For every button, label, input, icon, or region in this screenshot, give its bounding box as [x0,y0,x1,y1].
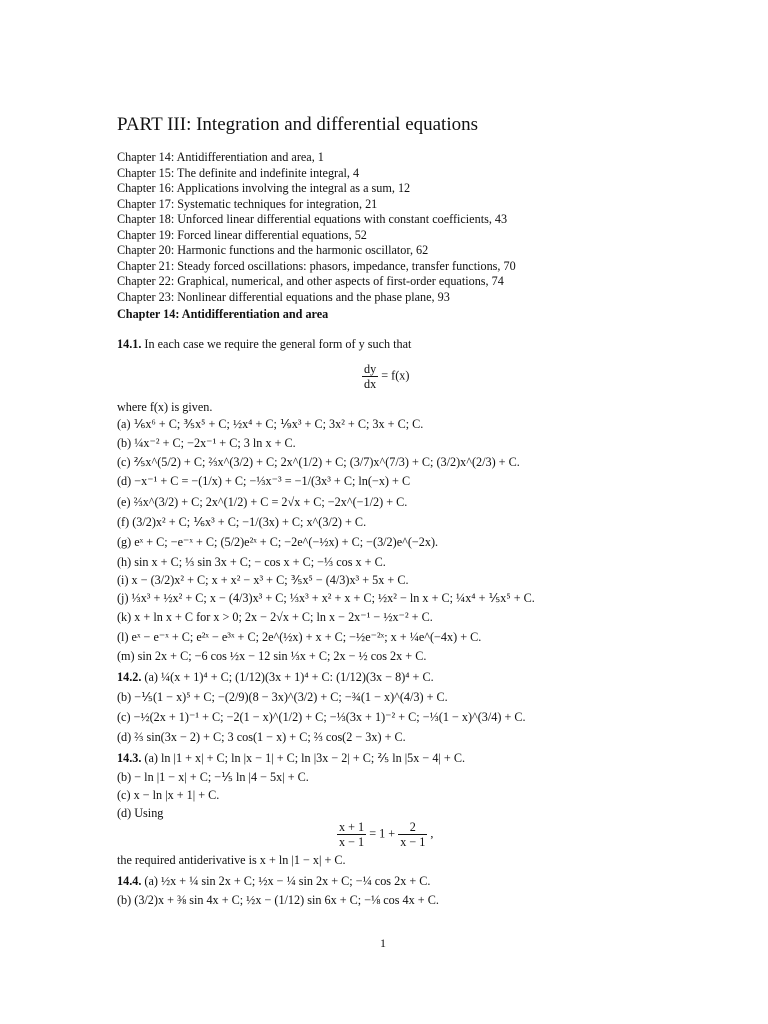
page-number: 1 [380,936,386,950]
answer-line: (a) ⅙x⁶ + C; ⅗x⁵ + C; ½x⁴ + C; ⅑x³ + C; 3x² + C; 3x + C; C. [117,417,424,431]
toc-entry: Chapter 22: Graphical, numerical, and other aspects of first-order equations, 74 [117,274,504,288]
exercise-label: 14.2. [117,670,142,684]
fraction-numerator: dy [364,362,377,376]
answer-line: (b) − ln |1 − x| + C; −⅕ ln |4 − 5x| + C. [117,770,309,784]
answer-line: (i) x − (3/2)x² + C; x + x² − x³ + C; ⅗x⁵ − (4/3)x³ + 5x + C. [117,573,409,587]
exercise-text: In each case we require the general form of y such that [144,337,412,351]
toc-entry: Chapter 14: Antidifferentiation and area, 1 [117,150,324,164]
fraction-denominator: dx [364,377,377,391]
answer-line: (b) ¼x⁻² + C; −2x⁻¹ + C; 3 ln x + C. [117,436,296,450]
exercise-text: where f(x) is given. [117,400,213,414]
toc-entry: Chapter 15: The definite and indefinite integral, 4 [117,165,360,180]
exercise-14-2 [117,670,434,685]
derivative-fraction [362,362,378,391]
answer-line: (l) eˣ − e⁻ˣ + C; e²ˣ − e³ˣ + C; 2e^(½x) + x + C; −½e⁻²ˣ; x + ¼e^(−4x) + C. [117,630,482,644]
equation-end: , [430,826,434,841]
toc-entry: Chapter 16: Applications involving the integral as a sum, 12 [117,181,411,195]
answer-line: (e) ⅔x^(3/2) + C; 2x^(1/2) + C = 2√x + C; −2x^(−1/2) + C. [117,495,408,509]
answer-line: (c) ⅖x^(5/2) + C; ⅔x^(3/2) + C; 2x^(1/2) + C; (3/7)x^(7/3) + C; (3/2)x^(2/3) + C. [117,455,520,469]
fraction-right [398,820,427,849]
toc-entry: Chapter 20: Harmonic functions and the harmonic oscillator, 62 [117,243,429,257]
fraction-numerator: x + 1 [339,820,365,834]
chapter-heading: Chapter 14: Antidifferentiation and area [117,307,329,321]
answer-line: (g) eˣ + C; −e⁻ˣ + C; (5/2)e²ˣ + C; −2e^(−½x) + C; −(3/2)e^(−2x). [117,535,439,549]
answer-line: (j) ⅓x³ + ½x² + C; x − (4/3)x³ + C; ⅓x³ + x² + x + C; ½x² − ln x + C; ¼x⁴ + ⅕x⁵ + C. [117,591,535,605]
answer-line: (d) −x⁻¹ + C = −(1/x) + C; −⅓x⁻³ = −1/(3x³ + C; ln(−x) + C [117,474,411,488]
toc-entry: Chapter 18: Unforced linear differential equations with constant coefficients, 43 [117,212,508,226]
equation-dy-dx [362,362,409,391]
answer-line: (d) ⅔ sin(3x − 2) + C; 3 cos(1 − x) + C; ⅔ cos(2 − 3x) + C. [117,730,406,744]
answer-line: (h) sin x + C; ⅓ sin 3x + C; − cos x + C; −⅓ cos x + C. [117,555,386,569]
answer-line: (a) ½x + ¼ sin 2x + C; ½x − ¼ sin 2x + C; −¼ cos 2x + C. [144,874,431,888]
table-of-contents [117,150,677,305]
answer-line: (d) Using [117,806,164,820]
answer-line: the required antiderivative is x + ln |1 − x| + C. [117,853,346,867]
toc-entry: Chapter 21: Steady forced oscillations: phasors, impedance, transfer functions, 70 [117,258,516,273]
answer-line: (f) (3/2)x² + C; ⅙x³ + C; −1/(3x) + C; x^(3/2) + C. [117,515,367,529]
answer-line: (b) (3/2)x + ⅜ sin 4x + C; ½x − (1/12) sin 6x + C; −⅛ cos 4x + C. [117,893,439,907]
exercise-label: 14.3. [117,751,142,765]
toc-entry: Chapter 23: Nonlinear differential equations and the phase plane, 93 [117,289,450,304]
exercise-14-4 [117,874,430,889]
fraction-numerator: 2 [398,820,427,835]
answer-line: (m) sin 2x + C; −6 cos ½x − 12 sin ⅓x + C; 2x − ½ cos 2x + C. [117,649,427,663]
toc-entry: Chapter 17: Systematic techniques for integration, 21 [117,196,378,211]
answer-line: (c) −½(2x + 1)⁻¹ + C; −2(1 − x)^(1/2) + C; −⅓(3x + 1)⁻² + C; −⅓(1 − x)^(3/4) + C. [117,710,526,724]
toc-entry: Chapter 19: Forced linear differential equations, 52 [117,227,367,242]
part-title: PART III: Integration and differential equations [117,114,479,135]
answer-line: (k) x + ln x + C for x > 0; 2x − 2√x + C; ln x − 2x⁻¹ − ½x⁻² + C. [117,610,433,624]
fraction-denominator: x − 1 [400,835,426,849]
fraction-left [337,820,366,849]
equation-middle: = 1 + [369,826,396,841]
equation-rhs: = f(x) [381,368,410,383]
answer-line: (a) ¼(x + 1)⁴ + C; (1/12)(3x + 1)⁴ + C: (1/12)(3x − 8)⁴ + C. [144,670,434,684]
exercise-label: 14.4. [117,874,142,888]
equation-partial-fraction [337,820,433,849]
answer-line: (a) ln |1 + x| + C; ln |x − 1| + C; ln |3x − 2| + C; ⅖ ln |5x − 4| + C. [144,751,466,765]
answer-line: (c) x − ln |x + 1| + C. [117,788,220,802]
fraction-denominator: x − 1 [339,835,365,849]
exercise-label: 14.1. [117,337,142,351]
answer-line: (b) −⅕(1 − x)⁵ + C; −(2/9)(8 − 3x)^(3/2) + C; −¾(1 − x)^(4/3) + C. [117,690,448,704]
exercise-14-1-intro [117,337,411,352]
exercise-14-3 [117,751,465,766]
